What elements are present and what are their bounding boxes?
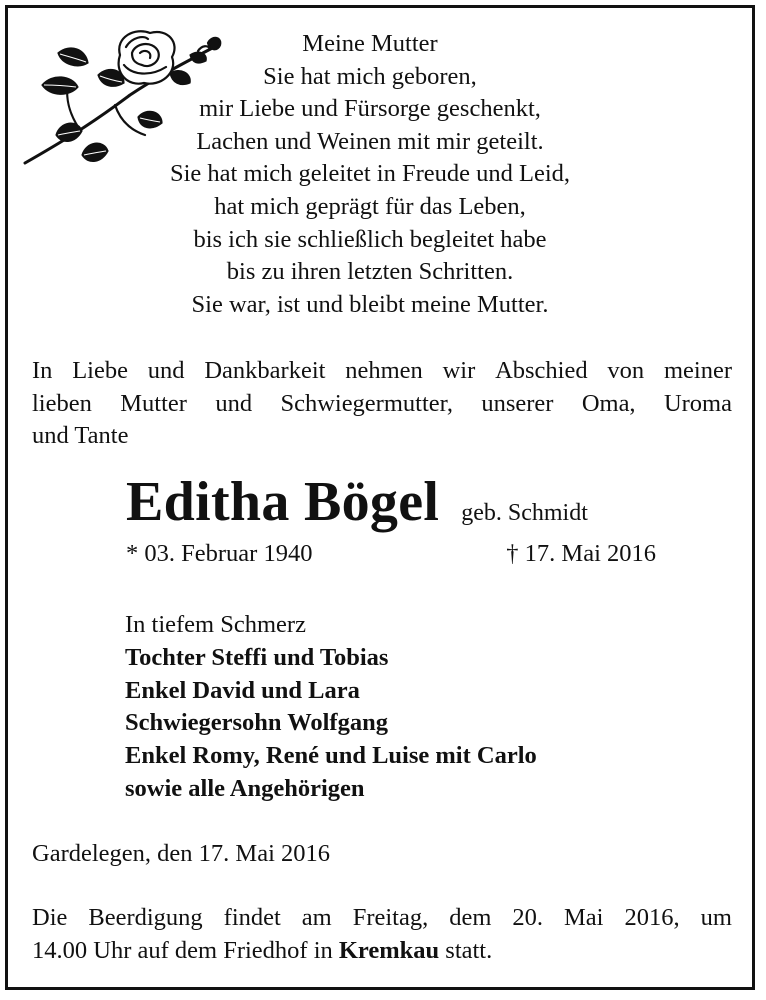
funeral-word: am: [301, 904, 332, 931]
intro-word: Schwiegermutter,: [280, 389, 453, 417]
life-dates: [126, 540, 656, 568]
intro-word: nehmen: [345, 357, 423, 384]
poem-line: Meine Mutter: [302, 30, 438, 57]
birth-date: * 03. Februar 1940: [126, 540, 313, 567]
intro-word: In: [32, 357, 53, 384]
intro-word: unserer: [481, 389, 554, 417]
funeral-notice: [32, 902, 732, 967]
funeral-word: dem: [449, 904, 492, 931]
poem-line: Lachen und Weinen mit mir geteilt.: [196, 127, 544, 155]
mourners-heading: In tiefem Schmerz: [125, 611, 306, 638]
funeral-word: Mai: [564, 904, 604, 931]
deceased-name-row: [126, 470, 726, 534]
mourner-name: Tochter Steffi und Tobias: [125, 643, 389, 671]
poem-line: Sie hat mich geleitet in Freude und Leid,: [169, 160, 571, 188]
intro-word: Dankbarkeit: [204, 357, 326, 384]
funeral-word: Beerdigung: [88, 904, 203, 931]
funeral-word: Die: [32, 904, 68, 931]
intro-word: von: [607, 357, 645, 384]
funeral-line: [32, 935, 732, 968]
mourners-block: [125, 609, 537, 806]
funeral-word: 20.: [512, 904, 544, 931]
funeral-word: Freitag,: [352, 904, 429, 931]
poem-line: bis zu ihren letzten Schritten.: [226, 258, 514, 286]
funeral-word: um: [700, 904, 732, 931]
intro-word: und: [215, 389, 253, 417]
intro-word: Oma,: [581, 389, 636, 417]
intro-word: wir: [442, 357, 476, 384]
intro-word: Liebe: [72, 357, 128, 384]
funeral-place: Kremkau: [338, 936, 440, 964]
funeral-text: statt.: [439, 936, 493, 964]
intro-line: [32, 355, 732, 388]
deceased-name: Editha Bögel: [126, 471, 440, 533]
intro-word: lieben: [32, 389, 92, 417]
poem-line: hat mich geprägt für das Leben,: [214, 192, 526, 220]
poem-line: Sie hat mich geboren,: [263, 62, 477, 90]
funeral-text: 14.00 Uhr auf dem Friedhof in: [32, 936, 339, 964]
poem-line: mir Liebe und Fürsorge geschenkt,: [199, 95, 541, 123]
place-and-date: Gardelegen, den 17. Mai 2016: [32, 840, 330, 867]
death-date: † 17. Mai 2016: [506, 540, 656, 567]
maiden-name: geb. Schmidt: [461, 500, 588, 526]
funeral-word: findet: [223, 904, 281, 931]
intro-word: Uroma: [663, 389, 732, 417]
poem-line: bis ich sie schließlich begleitet habe: [193, 225, 547, 253]
intro-word: und: [147, 357, 185, 384]
poem-line: Sie war, ist und bleibt meine Mutter.: [191, 290, 549, 318]
funeral-word: 2016,: [624, 904, 680, 931]
intro-line: und Tante: [32, 422, 129, 449]
intro-word: Mutter: [120, 389, 187, 417]
mourner-name: Enkel David und Lara: [125, 676, 360, 704]
intro-text: [32, 355, 732, 453]
poem: [100, 28, 640, 321]
mourner-name: Schwiegersohn Wolfgang: [125, 709, 388, 737]
intro-word: meiner: [663, 357, 732, 384]
mourner-name: Enkel Romy, René und Luise mit Carlo: [125, 742, 537, 770]
intro-line: [32, 388, 732, 421]
funeral-line: [32, 902, 732, 935]
mourner-name: sowie alle Angehörigen: [125, 774, 365, 802]
intro-word: Abschied: [495, 357, 588, 384]
